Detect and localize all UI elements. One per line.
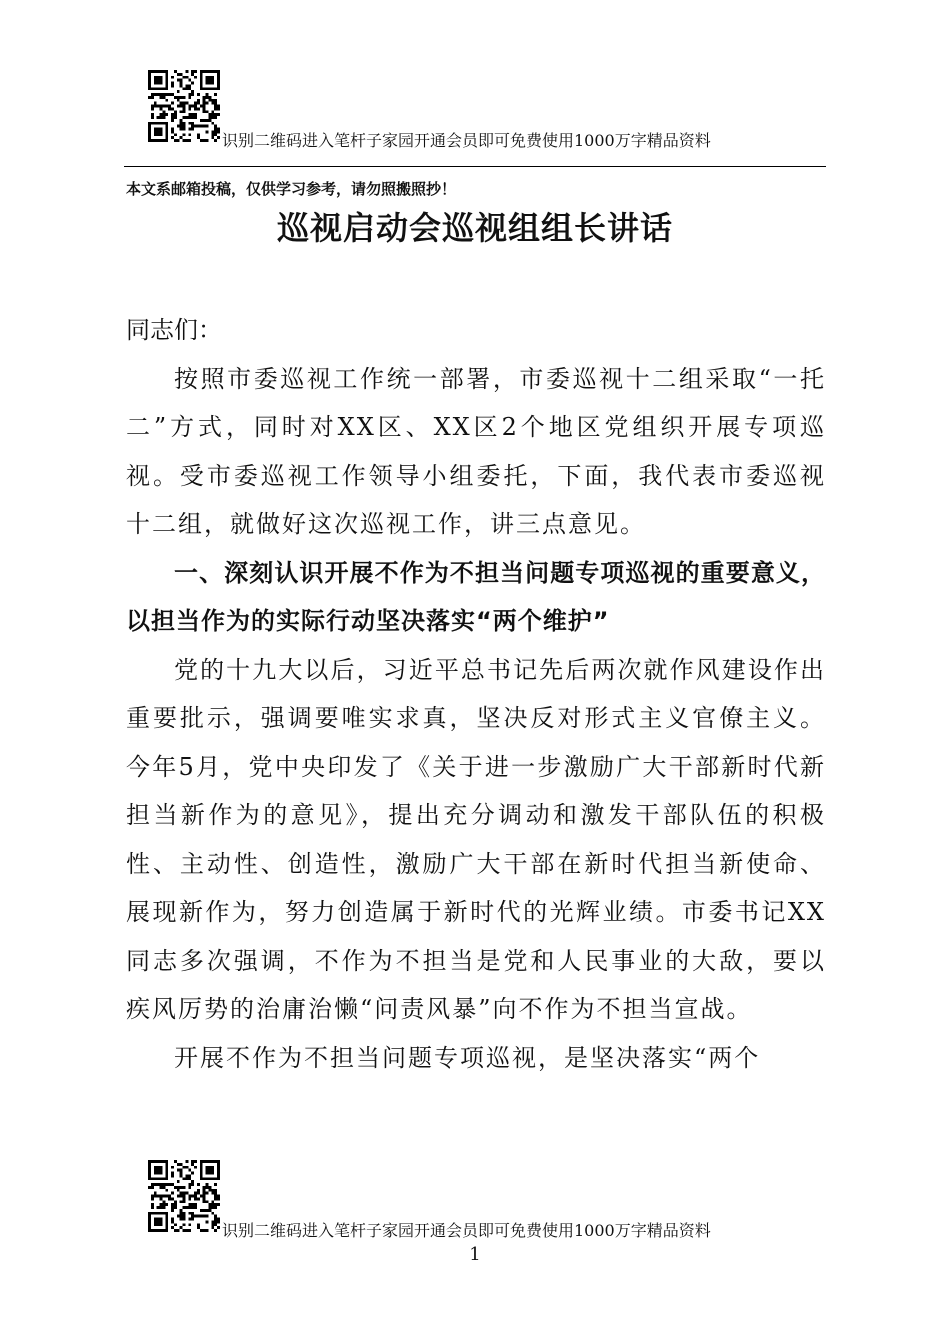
document-body (126, 306, 826, 1082)
document-title: 巡视启动会巡视组组长讲话 (276, 209, 673, 247)
paragraph-body: 党的十九大以后，习近平总书记先后两次就作风建设作出重要批示，强调要唯实求真，坚决反对形式主义官僚主义。今年5月，党中央印发了《关于进一步激励广大干部新时代新担当新作为的意见》，提出充分调动和激发干部队伍的积极性、主动性、创造性，激励广大干部在新时代担当新使命、展现新作为，努力创造属于新时代的光辉业绩。市委书记XX同志多次强调，不作为不担当是党和人民事业的大敌，要以疾风厉势的治庸治懒“问责风暴”向不作为不担当宣战。 (126, 655, 826, 1023)
paragraph-continued: 开展不作为不担当问题专项巡视，是坚决落实“两个 (174, 1043, 761, 1072)
page-number: 1 (469, 1244, 481, 1265)
paragraph-intro: 按照市委巡视工作统一部署，市委巡视十二组采取“一托二”方式，同时对XX区、XX区2个地区党组织开展专项巡视。受市委巡视工作领导小组委托，下面，我代表市委巡视十二组，就做好这次巡视工作，讲三点意见。 (126, 364, 826, 538)
header-qr-code-icon (148, 70, 220, 142)
salutation: 同志们： (126, 316, 222, 344)
header-promo-text: 识别二维码进入笔杆子家园开通会员即可免费使用1000万字精品资料 (222, 131, 711, 150)
footer-promo-text: 识别二维码进入笔杆子家园开通会员即可免费使用1000万字精品资料 (222, 1221, 711, 1240)
header-divider (124, 166, 826, 167)
section-heading-1: 一、深刻认识开展不作为不担当问题专项巡视的重要意义，以担当作为的实际行动坚决落实“两个维护” (126, 558, 826, 635)
footer-qr-code-icon (148, 1160, 220, 1232)
copyright-notice: 本文系邮箱投稿，仅供学习参考，请勿照搬照抄！ (126, 180, 457, 198)
